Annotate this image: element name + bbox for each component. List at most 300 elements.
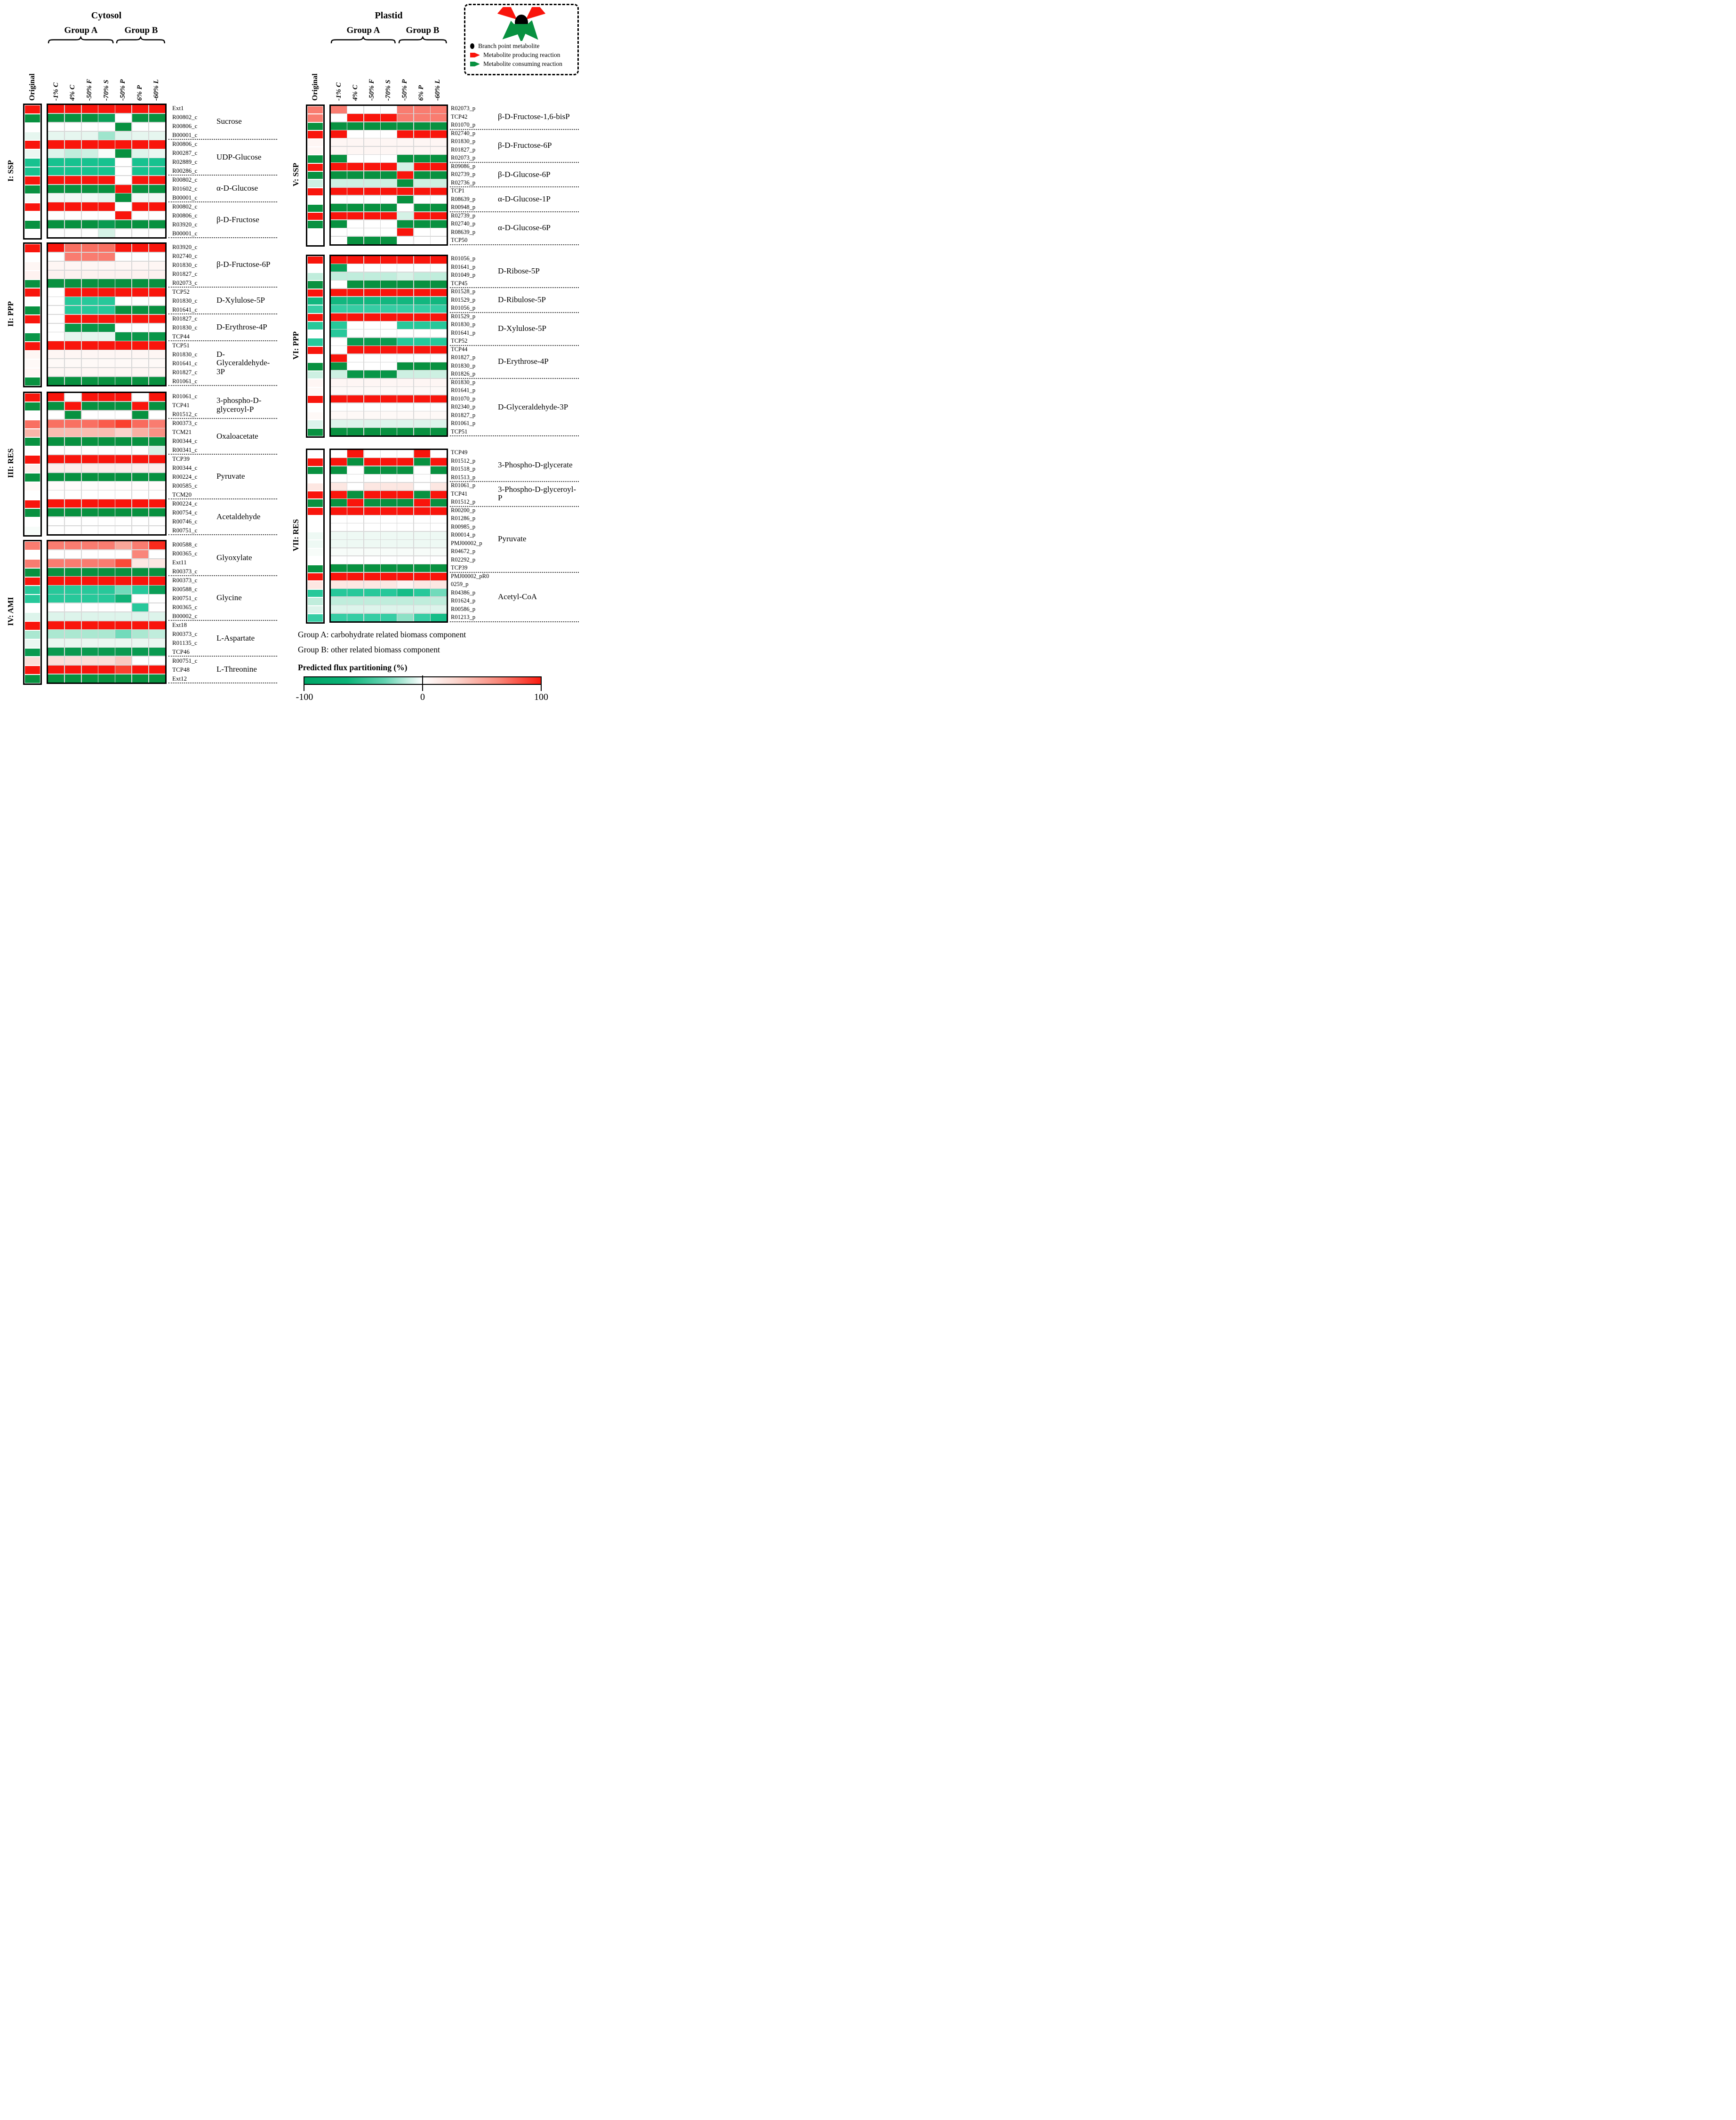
heatmap-cell (82, 193, 98, 201)
legend-item-branch-point (470, 42, 577, 50)
heatmap-cell (48, 446, 64, 454)
heatmap-cell (347, 329, 363, 337)
heatmap-cell (65, 350, 81, 358)
heatmap-cell (65, 630, 81, 638)
heatmap-cell (347, 281, 363, 288)
metabolite-label: D-Glyceraldehyde-3P (216, 349, 270, 376)
heatmap-cell (48, 279, 64, 287)
heatmap-cell (82, 341, 98, 349)
heatmap-cell (397, 605, 413, 613)
heatmap-cell (364, 564, 380, 572)
row-label: Ext18 (172, 621, 187, 628)
heatmap-cell (414, 403, 430, 411)
heatmap-cell (65, 149, 81, 157)
heatmap-cell (381, 458, 397, 466)
heatmap-cell (65, 105, 81, 113)
heatmap-cell (65, 437, 81, 445)
heatmap-cell (48, 526, 64, 534)
heatmap-cell (331, 491, 347, 498)
heatmap-cell-original (25, 203, 40, 211)
heatmap-cell-original (25, 177, 40, 185)
row-label: R00802_c (172, 113, 198, 120)
heatmap-cell (82, 428, 98, 436)
row-label: R00344_c (172, 437, 198, 444)
colorbar-tick-label-zero: 0 (420, 692, 425, 702)
heatmap-cell (48, 114, 64, 122)
row-label: R00365_c (172, 603, 198, 610)
heatmap-cell (397, 548, 413, 556)
heatmap-cell (48, 271, 64, 279)
heatmap-cell (381, 264, 397, 272)
row-label: R01528_p (451, 288, 476, 295)
row-label: R00365_c (172, 550, 198, 557)
row-label: R00014_p (451, 531, 476, 538)
heatmap-cell (149, 262, 165, 270)
heatmap-cell (115, 359, 131, 367)
heatmap-cell (414, 321, 430, 329)
group-a-label-cytosol: Group A (64, 25, 98, 35)
heatmap-cell (347, 507, 363, 515)
heatmap-cell (132, 666, 148, 674)
heatmap-cell (115, 568, 131, 576)
heatmap-cell (65, 482, 81, 490)
heatmap-cell (397, 370, 413, 378)
heatmap-cell (381, 362, 397, 370)
heatmap-cell (414, 458, 430, 466)
heatmap-cell (347, 256, 363, 264)
row-label: R00373_c (172, 577, 198, 584)
heatmap-cell (98, 253, 114, 261)
heatmap-cell (364, 483, 380, 490)
heatmap-cell-original (25, 185, 40, 193)
heatmap-cell-original (25, 640, 40, 648)
heatmap-cell (331, 313, 347, 321)
heatmap-cell-original (25, 351, 40, 359)
heatmap-cell (82, 675, 98, 683)
heatmap-cell (331, 362, 347, 370)
heatmap-cell (149, 473, 165, 481)
heatmap-cell (132, 586, 148, 594)
heatmap-cell (82, 123, 98, 131)
heatmap-cell (98, 490, 114, 498)
heatmap-cell (364, 532, 380, 539)
heatmap-cell (364, 466, 380, 474)
heatmap-cell-original (25, 411, 40, 419)
row-label: R02736_p (451, 179, 476, 186)
heatmap-cell-original (308, 371, 323, 378)
row-label: R08639_p (451, 195, 476, 202)
heatmap-cell (82, 550, 98, 558)
heatmap-cell (414, 474, 430, 482)
heatmap-cell (149, 377, 165, 385)
heatmap-cell (65, 657, 81, 665)
heatmap-cell (347, 556, 363, 564)
heatmap-cell (132, 648, 148, 656)
heatmap-cell (82, 464, 98, 472)
heatmap-cell (381, 305, 397, 313)
heatmap-cell (98, 140, 114, 148)
heatmap-cell (381, 212, 397, 220)
heatmap-cell (397, 499, 413, 506)
heatmap-cell (431, 466, 447, 474)
heatmap-cell (381, 532, 397, 539)
heatmap-cell (431, 362, 447, 370)
heatmap-cell (65, 393, 81, 401)
heatmap-cell (397, 556, 413, 564)
heatmap-cell (414, 483, 430, 490)
heatmap-cell (115, 648, 131, 656)
heatmap-cell (65, 123, 81, 131)
heatmap-cell (431, 403, 447, 411)
heatmap-cell (82, 473, 98, 481)
heatmap-cell (115, 517, 131, 525)
heatmap-cell (431, 264, 447, 272)
heatmap-cell (115, 368, 131, 376)
heatmap-cell (115, 499, 131, 507)
heatmap-cell (82, 490, 98, 498)
group-brace (116, 37, 165, 44)
heatmap-cell (331, 204, 347, 211)
row-label: R01070_p (451, 121, 476, 128)
heatmap-cell (414, 147, 430, 154)
heatmap-cell (414, 564, 430, 572)
heatmap-cell (397, 403, 413, 411)
heatmap-cell (115, 193, 131, 201)
heatmap-cell (431, 573, 447, 580)
heatmap-cell (414, 329, 430, 337)
heatmap-cell-original (25, 586, 40, 594)
heatmap-cell (115, 158, 131, 166)
column-label: -60% L (434, 79, 442, 101)
heatmap-cell (98, 639, 114, 647)
heatmap-cell (431, 321, 447, 329)
heatmap-cell (397, 297, 413, 305)
heatmap-cell (431, 532, 447, 539)
heatmap-cell (149, 455, 165, 463)
heatmap-cell (397, 573, 413, 580)
heatmap-cell (364, 264, 380, 272)
heatmap-cell (82, 648, 98, 656)
heatmap-cell-original (308, 114, 323, 121)
heatmap-cell (132, 114, 148, 122)
row-label: R08639_p (451, 228, 476, 235)
heatmap-cell (132, 288, 148, 296)
heatmap-cell (149, 350, 165, 358)
legend-box (464, 4, 579, 75)
heatmap-cell (65, 603, 81, 611)
heatmap-cell (48, 639, 64, 647)
heatmap-cell (381, 171, 397, 179)
heatmap-cell-original (308, 123, 323, 130)
heatmap-cell (397, 428, 413, 435)
heatmap-cell (149, 594, 165, 602)
heatmap-cell (82, 105, 98, 113)
heatmap-cell (347, 114, 363, 121)
heatmap-cell (414, 532, 430, 539)
metabolite-label: Oxaloacetate (216, 431, 258, 441)
heatmap-cell (364, 491, 380, 498)
heatmap-cell (381, 515, 397, 523)
heatmap-cell (98, 149, 114, 157)
heatmap-cell (364, 313, 380, 321)
heatmap-cell (347, 204, 363, 211)
row-label: R00751_c (172, 657, 198, 664)
section-label: V: SSP (291, 162, 300, 186)
heatmap-cell (347, 573, 363, 580)
heatmap-cell (82, 621, 98, 629)
heatmap-cell (98, 437, 114, 445)
heatmap-cell (331, 458, 347, 466)
heatmap-cell (397, 346, 413, 353)
heatmap-cell (347, 179, 363, 187)
heatmap-cell (397, 581, 413, 588)
heatmap-cell (149, 167, 165, 175)
heatmap-cell (331, 212, 347, 220)
heatmap-cell-original (308, 131, 323, 138)
heatmap-cell (98, 517, 114, 525)
heatmap-cell (331, 289, 347, 297)
heatmap-cell (65, 559, 81, 567)
heatmap-cell (431, 499, 447, 506)
row-label: R00802_c (172, 203, 198, 210)
heatmap-cell (431, 379, 447, 386)
group-separator (168, 534, 277, 535)
heatmap-cell-original (308, 330, 323, 337)
heatmap-cell (65, 648, 81, 656)
heatmap-cell-original (308, 491, 323, 498)
heatmap-cell (82, 158, 98, 166)
heatmap-cell (82, 368, 98, 376)
metabolite-label: 3-phospho-D-glyceroyl-P (216, 396, 262, 414)
heatmap-cell-original (308, 155, 323, 162)
heatmap-cell (98, 621, 114, 629)
heatmap-cell (431, 237, 447, 244)
heatmap-cell (431, 122, 447, 130)
heatmap-cell (48, 517, 64, 525)
heatmap-cell (347, 297, 363, 305)
heatmap-cell (347, 515, 363, 523)
row-label: R01641_p (451, 387, 476, 393)
heatmap-cell (381, 540, 397, 547)
heatmap-cell (414, 605, 430, 613)
heatmap-cell (381, 491, 397, 498)
heatmap-cell (364, 188, 380, 195)
heatmap-cell (98, 402, 114, 410)
heatmap-cell (397, 237, 413, 244)
heatmap-cell (115, 411, 131, 419)
heatmap-cell (347, 403, 363, 411)
heatmap-cell-original (308, 257, 323, 264)
heatmap-cell (381, 196, 397, 203)
heatmap-cell (414, 179, 430, 187)
heatmap-cell (48, 675, 64, 683)
heatmap-cell (65, 368, 81, 376)
heatmap-cell (331, 466, 347, 474)
heatmap-cell (65, 666, 81, 674)
heatmap-cell (364, 548, 380, 556)
metabolite-label: α-D-Glucose (216, 184, 258, 193)
row-label: R02740_p (451, 129, 476, 137)
heatmap-cell (132, 279, 148, 287)
heatmap-cell-original (25, 527, 40, 535)
row-label: R02889_c (172, 158, 198, 165)
heatmap-cell-original (25, 613, 40, 621)
heatmap-cell (431, 281, 447, 288)
heatmap-cell (82, 541, 98, 549)
heatmap-cell (149, 577, 165, 585)
heatmap-cell (132, 612, 148, 620)
heatmap-cell (381, 466, 397, 474)
heatmap-cell (397, 313, 413, 321)
group-a-note: Group A: carbohydrate related biomass component (298, 630, 466, 639)
heatmap-cell (431, 256, 447, 264)
heatmap-cell (115, 229, 131, 237)
heatmap-cell (381, 573, 397, 580)
heatmap-cell (98, 185, 114, 193)
row-label: R00802_c (172, 176, 198, 183)
heatmap-cell (397, 483, 413, 490)
metabolite-label: D-Ribose-5P (498, 266, 540, 275)
heatmap-cell (397, 491, 413, 498)
heatmap-cell (347, 532, 363, 539)
row-label: R01827_c (172, 369, 198, 376)
heatmap-cell (381, 605, 397, 613)
heatmap-cell (65, 499, 81, 507)
heatmap-cell (65, 114, 81, 122)
heatmap-cell (149, 446, 165, 454)
heatmap-cell-original (308, 581, 323, 588)
heatmap-cell (397, 147, 413, 154)
row-label: R03920_c (172, 221, 198, 228)
section-label: I: SSP (6, 160, 15, 182)
heatmap-cell (397, 256, 413, 264)
row-label: B00001_c (172, 230, 198, 237)
heatmap-cell (115, 550, 131, 558)
branch-point-diagram-icon (486, 7, 557, 41)
heatmap-cell (397, 474, 413, 482)
row-label: R00344_c (172, 464, 198, 471)
heatmap-cell-original (25, 675, 40, 683)
heatmap-cell (149, 114, 165, 122)
heatmap-cell (364, 354, 380, 362)
heatmap-cell (397, 204, 413, 211)
heatmap-cell (364, 581, 380, 588)
heatmap-cell (347, 212, 363, 220)
original-column (23, 540, 42, 685)
heatmap-cell (381, 428, 397, 435)
heatmap-cell (82, 437, 98, 445)
heatmap-cell (397, 354, 413, 362)
heatmap-cell-original (25, 315, 40, 323)
heatmap-cell-original (308, 188, 323, 195)
heatmap-cell (98, 508, 114, 516)
row-label: TCP45 (451, 280, 468, 287)
heatmap-cell (347, 548, 363, 556)
heatmap-cell (65, 402, 81, 410)
heatmap-cell (82, 377, 98, 385)
heatmap-cell (397, 532, 413, 539)
heatmap-cell (65, 675, 81, 683)
heatmap-cell (98, 420, 114, 428)
heatmap-cell (98, 132, 114, 140)
row-label: R01641_c (172, 306, 198, 313)
heatmap-cell (331, 147, 347, 154)
heatmap-cell (115, 586, 131, 594)
heatmap-cell (331, 379, 347, 386)
heatmap-cell (48, 185, 64, 193)
metabolite-label: α-D-Glucose-6P (498, 223, 551, 233)
row-label: R00200_p (451, 506, 476, 514)
heatmap-cell (115, 202, 131, 210)
heatmap-cell (381, 130, 397, 138)
heatmap-cell (48, 508, 64, 516)
heatmap-cell (431, 515, 447, 523)
heatmap-cell (397, 228, 413, 236)
heatmap-cell-original (308, 458, 323, 466)
heatmap-cell (82, 517, 98, 525)
heatmap-cell (149, 499, 165, 507)
section-label: VI: PPP (291, 331, 300, 360)
heatmap-cell-original (25, 194, 40, 202)
heatmap-cell (347, 581, 363, 588)
heatmap-cell (414, 297, 430, 305)
heatmap-cell (347, 428, 363, 435)
metabolite-label: α-D-Glucose-1P (498, 194, 551, 204)
row-label: R01827_p (451, 411, 476, 418)
row-label: TCP44 (172, 333, 190, 340)
row-label: R02073_p (451, 154, 476, 161)
heatmap-cell (331, 403, 347, 411)
heatmap-cell (431, 420, 447, 427)
heatmap-cell (397, 264, 413, 272)
heatmap-cell (331, 281, 347, 288)
heatmap-cell-original (25, 500, 40, 508)
heatmap-cell (431, 411, 447, 419)
heatmap-cell-original (308, 196, 323, 203)
heatmap-cell (48, 149, 64, 157)
heatmap-cell (397, 289, 413, 297)
row-label: R04386_p (451, 589, 476, 596)
heatmap-cell (431, 491, 447, 498)
heatmap-cell (431, 395, 447, 403)
heatmap-cell (364, 614, 380, 621)
heatmap-cell-original (25, 560, 40, 568)
heatmap-cell (397, 163, 413, 170)
heatmap-cell (331, 450, 347, 458)
heatmap-cell (98, 577, 114, 585)
metabolite-label: β-D-Fructose-1,6-bisP (498, 112, 570, 121)
heatmap-cell (65, 621, 81, 629)
heatmap-cell (331, 338, 347, 345)
heatmap-cell (48, 541, 64, 549)
heatmap-cell (115, 262, 131, 270)
heatmap-cell (364, 106, 380, 113)
heatmap-cell (132, 630, 148, 638)
heatmap-cell (115, 211, 131, 219)
heatmap-cell (431, 483, 447, 490)
heatmap-cell (65, 464, 81, 472)
heatmap-cell (431, 450, 447, 458)
heatmap-cell (347, 466, 363, 474)
heatmap-cell-original (308, 549, 323, 556)
heatmap-cell (414, 556, 430, 564)
heatmap-cell (98, 158, 114, 166)
row-label: R00286_c (172, 167, 198, 174)
heatmap-cell (381, 411, 397, 419)
heatmap-cell (65, 341, 81, 349)
heatmap-cell (48, 332, 64, 340)
heatmap-cell (132, 603, 148, 611)
